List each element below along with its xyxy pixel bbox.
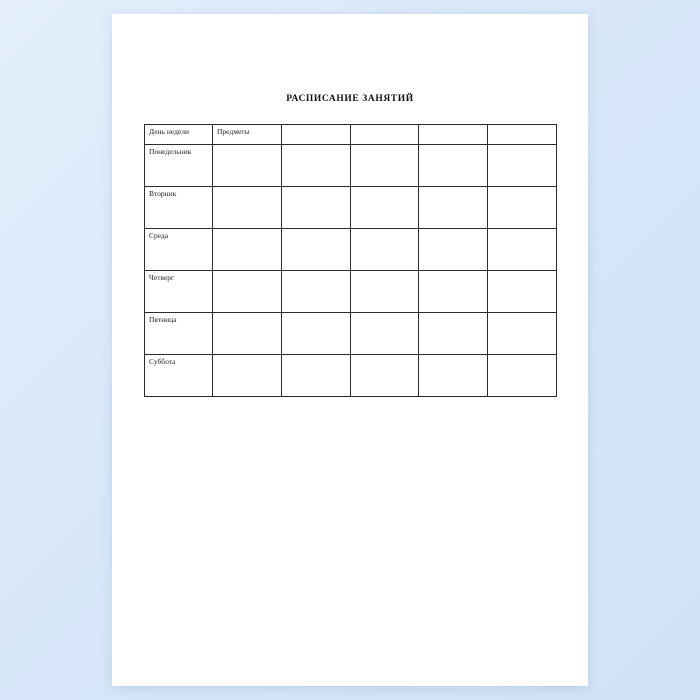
table-header-cell-day [145,125,213,145]
schedule-entry-cell[interactable] [213,145,282,187]
schedule-entry-cell[interactable] [213,229,282,271]
page-title: РАСПИСАНИЕ ЗАНЯТИЙ [286,94,414,104]
day-label: Понедельник [149,147,192,156]
table-header-cell-subjects [213,125,282,145]
schedule-entry-cell[interactable] [350,271,419,313]
day-label-cell [145,145,213,187]
schedule-entry-cell[interactable] [488,271,557,313]
document-page [112,14,588,686]
schedule-entry-cell[interactable] [419,229,488,271]
header-label-subjects: Предметы [217,127,250,136]
table-header-cell-4 [350,125,419,145]
schedule-entry-cell[interactable] [419,355,488,397]
schedule-entry-cell[interactable] [488,145,557,187]
schedule-entry-cell[interactable] [213,355,282,397]
schedule-entry-cell[interactable] [213,187,282,229]
day-label-cell [145,313,213,355]
schedule-entry-cell[interactable] [213,313,282,355]
schedule-table-wrapper [144,124,556,397]
schedule-entry-cell[interactable] [281,271,350,313]
day-label: Четверг [149,273,175,282]
day-label-cell [145,271,213,313]
table-header-cell-3 [281,125,350,145]
schedule-entry-cell[interactable] [488,229,557,271]
schedule-entry-cell[interactable] [213,271,282,313]
table-row [145,271,557,313]
schedule-entry-cell[interactable] [350,145,419,187]
table-row [145,229,557,271]
schedule-entry-cell[interactable] [419,145,488,187]
schedule-entry-cell[interactable] [350,229,419,271]
schedule-entry-cell[interactable] [281,313,350,355]
day-label: Суббота [149,357,176,366]
day-label-cell [145,355,213,397]
schedule-entry-cell[interactable] [419,187,488,229]
day-label: Пятница [149,315,177,324]
schedule-entry-cell[interactable] [488,355,557,397]
schedule-entry-cell[interactable] [281,187,350,229]
day-label-cell [145,187,213,229]
day-label: Вторник [149,189,177,198]
schedule-entry-cell[interactable] [281,355,350,397]
table-header-cell-5 [419,125,488,145]
schedule-entry-cell[interactable] [419,271,488,313]
table-row [145,187,557,229]
table-header-cell-6 [488,125,557,145]
schedule-entry-cell[interactable] [281,229,350,271]
table-header-row [145,125,557,145]
day-label: Среда [149,231,169,240]
schedule-entry-cell[interactable] [350,187,419,229]
schedule-entry-cell[interactable] [488,187,557,229]
table-row [145,313,557,355]
schedule-entry-cell[interactable] [350,355,419,397]
schedule-entry-cell[interactable] [488,313,557,355]
header-label-day: День недели [149,127,189,136]
schedule-table [144,124,557,397]
schedule-entry-cell[interactable] [281,145,350,187]
day-label-cell [145,229,213,271]
schedule-entry-cell[interactable] [350,313,419,355]
table-row [145,355,557,397]
schedule-entry-cell[interactable] [419,313,488,355]
table-row [145,145,557,187]
